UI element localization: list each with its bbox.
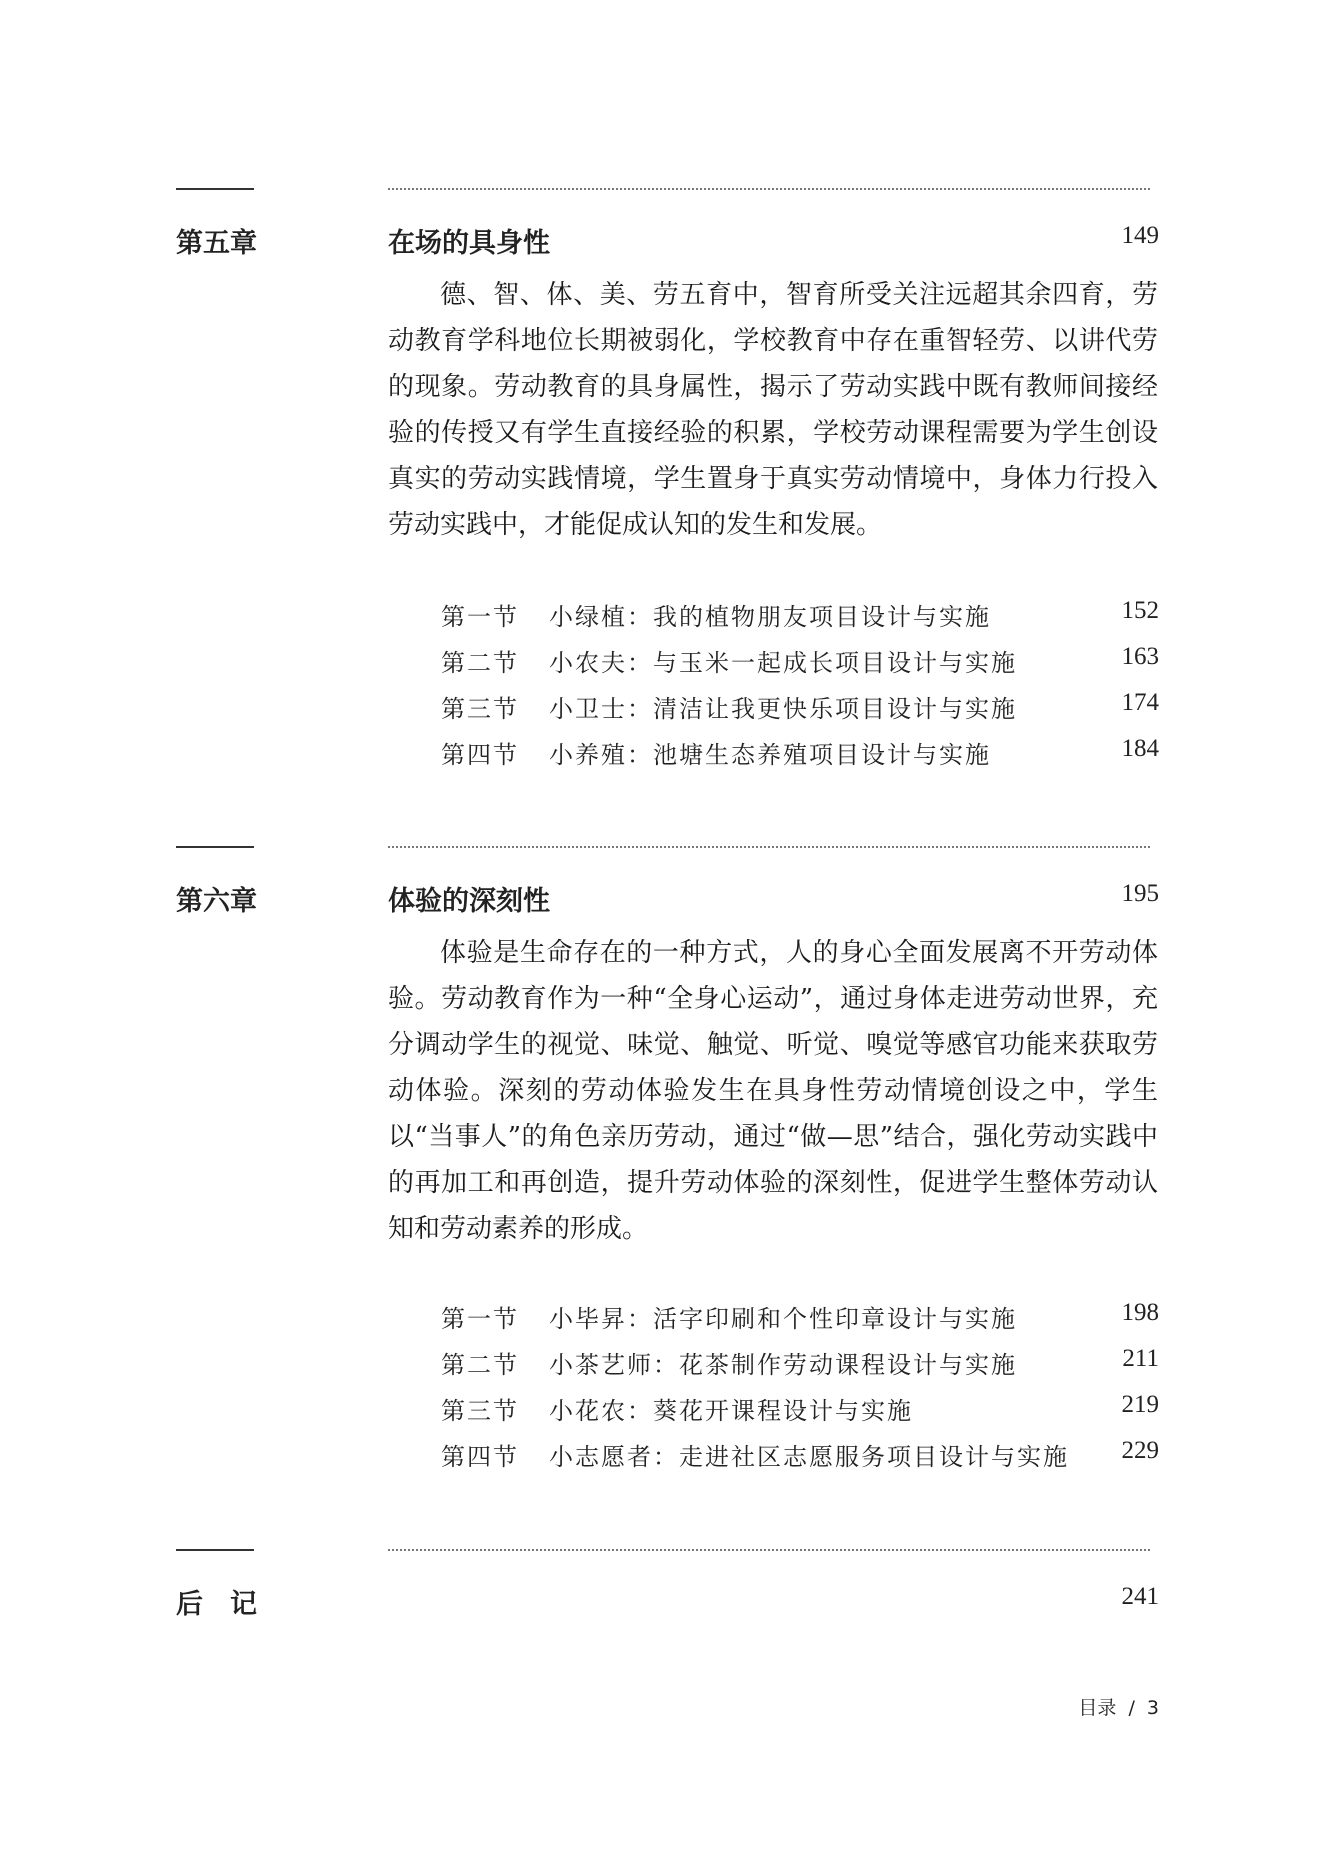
- section-page: 152: [1121, 597, 1159, 624]
- section-label: 第一节: [441, 1305, 519, 1333]
- section-label: 第二节: [441, 1351, 519, 1379]
- chapter-rule-dotted: [388, 846, 1150, 848]
- section-title: 小花农：葵花开课程设计与实施: [549, 1397, 913, 1425]
- section-label: 第三节: [441, 695, 519, 723]
- toc-entry-5-2[interactable]: [441, 643, 1159, 689]
- chapter-6-section-list: [441, 1299, 1159, 1483]
- chapter-rule-dotted: [388, 1549, 1150, 1551]
- toc-entry-6-1[interactable]: [441, 1299, 1159, 1345]
- afterword-label[interactable]: 后 记: [176, 1589, 257, 1620]
- toc-entry-6-2[interactable]: [441, 1345, 1159, 1391]
- section-title: 小志愿者：走进社区志愿服务项目设计与实施: [549, 1443, 1069, 1471]
- section-page: 163: [1121, 643, 1159, 670]
- chapter-6-title[interactable]: 体验的深刻性: [388, 886, 550, 917]
- section-page: 174: [1121, 689, 1159, 716]
- section-title: 小毕昇：活字印刷和个性印章设计与实施: [549, 1305, 1017, 1333]
- section-page: 198: [1121, 1299, 1159, 1326]
- section-label: 第三节: [441, 1397, 519, 1425]
- chapter-rule-solid: [176, 846, 254, 848]
- section-label: 第二节: [441, 649, 519, 677]
- section-title: 小卫士：清洁让我更快乐项目设计与实施: [549, 695, 1017, 723]
- chapter-5-summary: 德、智、体、美、劳五育中，智育所受关注远超其余四育，劳动教育学科地位长期被弱化，学校教育中存在重智轻劳、以讲代劳的现象。劳动教育的具身属性，揭示了劳动实践中既有教师间接经验的传授又有学生直接经验的积累，学校劳动课程需要为学生创设真实的劳动实践情境，学生置身于真实劳动情境中，身体力行投入劳动实践中，才能促成认知的发生和发展。: [388, 280, 1158, 540]
- footer-page-number: 3: [1146, 1697, 1159, 1719]
- section-page: 211: [1122, 1345, 1159, 1372]
- chapter-5-page: 149: [1121, 222, 1159, 249]
- chapter-rule-solid: [176, 1549, 254, 1551]
- chapter-5-label: 第五章: [176, 228, 257, 259]
- page-footer: [1072, 1693, 1159, 1720]
- footer-separator: /: [1128, 1697, 1135, 1719]
- section-label: 第一节: [441, 603, 519, 631]
- toc-entry-5-3[interactable]: [441, 689, 1159, 735]
- section-title: 小养殖：池塘生态养殖项目设计与实施: [549, 741, 991, 769]
- chapter-6-page: 195: [1121, 880, 1159, 907]
- toc-entry-5-1[interactable]: [441, 597, 1159, 643]
- afterword-page: 241: [1121, 1583, 1159, 1610]
- section-title: 小茶艺师：花茶制作劳动课程设计与实施: [549, 1351, 1017, 1379]
- section-label: 第四节: [441, 1443, 519, 1471]
- toc-entry-6-4[interactable]: [441, 1437, 1159, 1483]
- toc-entry-6-3[interactable]: [441, 1391, 1159, 1437]
- chapter-rule-dotted: [388, 188, 1150, 190]
- chapter-5-section-list: [441, 597, 1159, 781]
- footer-section: 目录: [1078, 1697, 1117, 1719]
- section-page: 184: [1121, 735, 1159, 762]
- section-page: 229: [1121, 1437, 1159, 1464]
- chapter-6-label: 第六章: [176, 886, 257, 917]
- toc-entry-5-4[interactable]: [441, 735, 1159, 781]
- section-title: 小农夫：与玉米一起成长项目设计与实施: [549, 649, 1017, 677]
- section-page: 219: [1121, 1391, 1159, 1418]
- section-label: 第四节: [441, 741, 519, 769]
- chapter-5-title[interactable]: 在场的具身性: [388, 228, 550, 259]
- section-title: 小绿植：我的植物朋友项目设计与实施: [549, 603, 991, 631]
- chapter-6-summary: 体验是生命存在的一种方式，人的身心全面发展离不开劳动体验。劳动教育作为一种“全身心运动”，通过身体走进劳动世界，充分调动学生的视觉、味觉、触觉、听觉、嗅觉等感官功能来获取劳动体验。深刻的劳动体验发生在具身性劳动情境创设之中，学生以“当事人”的角色亲历劳动，通过“做—思”结合，强化劳动实践中的再加工和再创造，提升劳动体验的深刻性，促进学生整体劳动认知和劳动素养的形成。: [388, 938, 1158, 1244]
- chapter-rule-solid: [176, 188, 254, 190]
